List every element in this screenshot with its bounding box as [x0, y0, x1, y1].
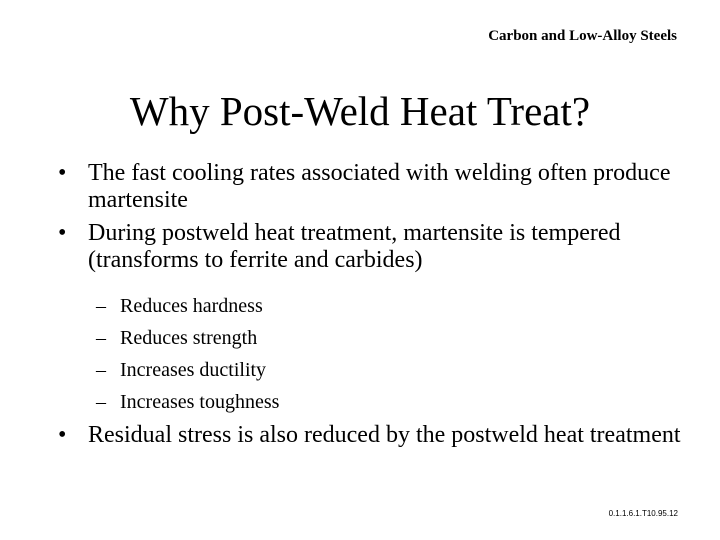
bullet-item [56, 422, 686, 449]
bullet-item [56, 220, 686, 274]
bullet-icon: • [58, 160, 67, 186]
bullet-text: Residual stress is also reduced by the postweld heat treatment [88, 422, 681, 448]
slide-header: Carbon and Low-Alloy Steels [488, 28, 677, 44]
bullet-icon: • [58, 422, 67, 448]
sub-bullet-item [96, 322, 279, 354]
bullet-icon: • [58, 220, 67, 246]
closing-bullet-list [56, 422, 686, 455]
bullet-text: During postweld heat treatment, martensite is tempered (transforms to ferrite and carbides) [88, 220, 621, 273]
slide-footer-code: 0.1.1.6.1.T10.95.12 [608, 509, 678, 518]
sub-bullet-text: Increases toughness [120, 391, 280, 413]
dash-icon: – [96, 327, 106, 349]
sub-bullet-item [96, 354, 279, 386]
sub-bullet-text: Reduces strength [120, 327, 258, 349]
sub-bullet-list [96, 290, 279, 418]
sub-bullet-item [96, 290, 279, 322]
sub-bullet-text: Reduces hardness [120, 295, 263, 317]
bullet-text: The fast cooling rates associated with welding often produce martensite [88, 160, 671, 213]
bullet-item [56, 160, 686, 214]
slide-title: Why Post-Weld Heat Treat? [129, 88, 591, 134]
dash-icon: – [96, 391, 106, 413]
dash-icon: – [96, 359, 106, 381]
dash-icon: – [96, 295, 106, 317]
main-bullet-list [56, 160, 686, 280]
sub-bullet-text: Increases ductility [120, 359, 267, 381]
sub-bullet-item [96, 386, 279, 418]
